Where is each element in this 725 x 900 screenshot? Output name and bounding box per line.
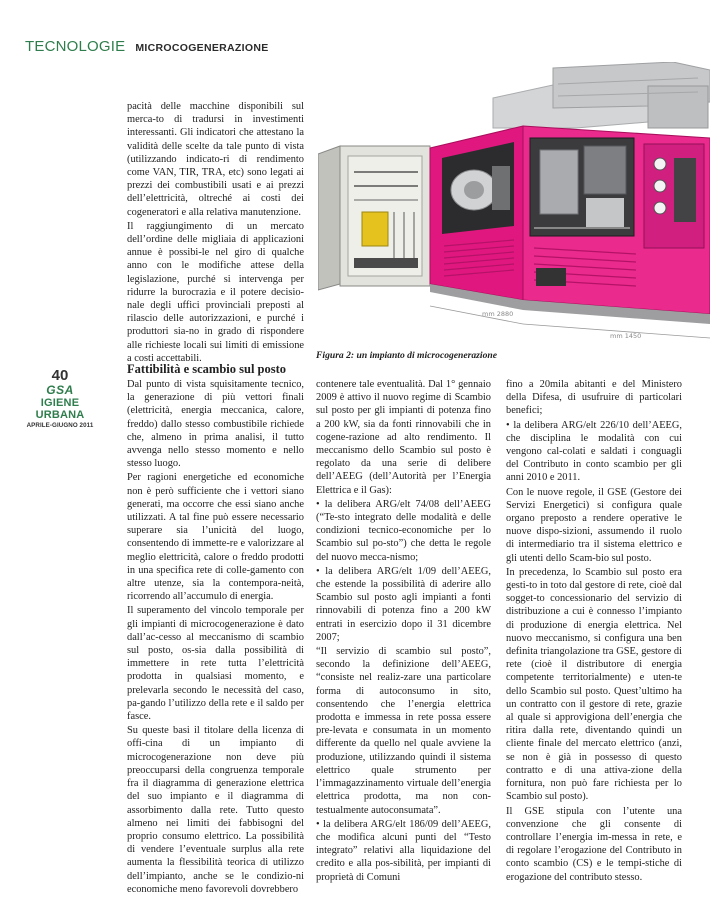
paragraph: Il superamento del vincolo temporale per gli impianti di microcogenerazione è dato dall’ac-cesso al meccanismo di scambio sul posto, os-sia dalla possibilità di immettere in rete tutta l’elettricità prodotta in qualsiasi momento, e prelevarla secondo le necessità del caso, pa-gando l’utilizzo della rete e il saldo per fasce.	[127, 605, 304, 723]
page-folio	[22, 368, 98, 430]
paragraph: Dal punto di vista squisitamente tecnico, la generazione di più vettori finali (elettricità, energia meccanica, calore, freddo) dallo stesso combustibile richiede che, almeno in prima analisi, il tutto avvenga nello stesso momento e nello stesso luogo.	[127, 379, 304, 470]
paragraph: Con le nuove regole, il GSE (Gestore dei Servizi Energetici) si configura quale organo preposto a rendere operative le nuove dispo-sizioni, assumendo il ruolo di intermediario tra il sistema elettrico e gli utenti dello Scam-bio sul posto.	[506, 486, 682, 564]
paragraph: pacità delle macchine disponibili sul merca-to di tradursi in investimenti interessanti. Gli indicatori che attestano la validità delle scelte da tale punto di vista (utilizzando indicato-ri di rendimento come VAN, TIR, TRA, etc) sono legati ai prezzi dei combustibili usati e ai prezzi dell’elettricità, oltreché ai costi dei cogeneratori e alla relativa manutenzione.	[127, 101, 304, 218]
text-column-top	[127, 100, 304, 365]
paragraph: “Il servizio di scambio sul posto”, secondo la definizione dell’AEEG, “consiste nel realiz-zare una particolare forma di autoconsumo in sito, consentendo che l’energia elettrica prodotta e immessa in rete possa essere pre-levata e consumata in un momento differente da quello nel quale avviene la produzione, utilizzando quindi il sistema elettrico quale strumento per l’immagazzinamento virtuale dell’energia elettrica prodotta, ma non con-testualmente autoconsumata”.	[316, 646, 491, 816]
list-item: • la delibera ARG/elt 186/09 dell’AEEG, che modifica alcuni punti del “Testo integrato” relativi alla liquidazione del credito e alla pos-sibilità, per impianti di proprietà di Comuni	[316, 818, 491, 883]
paragraph: contenere tale eventualità. Dal 1° gennaio 2009 è attivo il nuovo regime di Scambio sul posto per gli impianti di potenza fino a 200 kW, sia da fonti rinnovabili che in cogene-razione ad alto rendimento. Il meccanismo dello Scambio sul posto è regolato da una serie di delibere dell’AEEG (dell’Autorità per l’Energia Elettrica e il Gas):	[316, 379, 491, 496]
dimension-label-length: mm 2880	[482, 310, 514, 318]
paragraph: Su queste basi il titolare della licenza di offi-cina di un impianto di microcogenerazione non deve più preoccuparsi della congruenza temporale fra il diagramma di generazione elettrica del suo impianto e il diagramma di assorbimento dalla rete. Tutto questo almeno nei limiti dei fabbisogni del proprio consumo elettrico. La possibilità di vendere l’eventuale surplus alla rete aumenta la flessibilità teorica di utilizzo dell’impianto, anche se le condizio-ni economiche meno favorevoli dovrebbero	[127, 725, 304, 895]
magazine-subtitle: IGIENE URBANA	[35, 397, 85, 421]
dimension-label-width: mm 1450	[610, 332, 642, 340]
list-item: • la delibera ARG/elt 1/09 dell’AEEG, che estende la possibilità di aderire allo Scambio sul posto agli impianti a fonti rinnovabili di potenza fino a 200 kW entrati in esercizio dopo il 31 dicembre 2007;	[316, 565, 491, 643]
running-header	[25, 38, 269, 56]
text-column-1	[127, 378, 304, 896]
paragraph: Per ragioni energetiche ed economiche non è però sufficiente che i vettori siano generati, ma occorre che essi siano anche utilizzati. A tal fine può essere necessario superare sia l’unicità del luogo, consentendo di immette-re e valorizzare al meglio elettricità, calore o freddo prodotti in una specifica rete di colle-gamento con altre utenze, sia la contempora-neità, ricorrendo all’accumulo di energia.	[127, 472, 304, 603]
section-heading: Fattibilità e scambio sul posto	[127, 362, 287, 376]
magazine-name: GSA	[46, 383, 74, 397]
figure-caption: Figura 2: un impianto di microcogenerazione	[316, 350, 497, 361]
section-label: TECNOLOGIE	[25, 38, 126, 55]
text-column-2	[316, 378, 491, 884]
issue-date: APRILE-GIUGNO 2011	[26, 422, 94, 429]
paragraph: fino a 20mila abitanti e del Ministero della Difesa, di usufruire di particolari benefici;	[506, 379, 682, 417]
figure-photo	[318, 62, 710, 346]
text-column-3	[506, 378, 682, 884]
list-item: • la delibera ARG/elt 74/08 dell’AEEG (“Te-sto integrato delle modalità e delle condizioni tecnico-economiche per lo Scambio sul po-sto”) che detta le regole del nuovo mecca-nismo;	[316, 498, 491, 563]
paragraph: Il GSE stipula con l’utente una convenzione che gli consente di controllare l’energia im-messa in rete, e di regolare l’erogazione del Contributo in conto scambio (CS) e le tempi-stiche di erogazione del contributo stesso.	[506, 805, 682, 883]
list-item: • la delibera ARG/elt 226/10 dell’AEEG, che disciplina le modalità con cui vengono cal-colati e saldati i conguagli del Contributo in conto scambio per gli anni 2010 e 2011.	[506, 419, 682, 484]
paragraph: Il raggiungimento di un mercato dell’ordine delle migliaia di applicazioni annue è possibi-le nel giro di qualche anno con le modifiche attese della legislazione, purché si intervenga per ridurre la burocrazia e il potere decisio-nale degli uffici provinciali preposti al rilascio delle autorizzazioni, e purché i produttori sia-no in grado di rispondere alle richieste locali sui limiti di emissione a costi accettabili.	[127, 220, 304, 364]
page-number: 40	[51, 367, 69, 384]
paragraph: In precedenza, lo Scambio sul posto era gesti-to in toto dal gestore di rete, cioè dal sogget-to concessionario del servizio di distribuzione a cui è connesso l’impianto di produzione di energia elettrica. Nel nuovo meccanismo, si configura una ben definita triangolazione tra GSE, gestore di rete (cioè il distributore di energia competente territorialmente) e uten-te dello Scambio sul posto. Quest’ultimo ha un contratto con il gestore di rete, grazie al quale si approvigiona dell’energia che ritira dalla rete, diventando quindi un cliente finale del mercato elettrico (anzi, se non è già in possesso di questo contratto e di una attiva-zione della fornitura, non può fare richiesta per lo Scambio sul posto).	[506, 566, 682, 803]
topic-label: MICROCOGENERAZIONE	[135, 42, 269, 54]
